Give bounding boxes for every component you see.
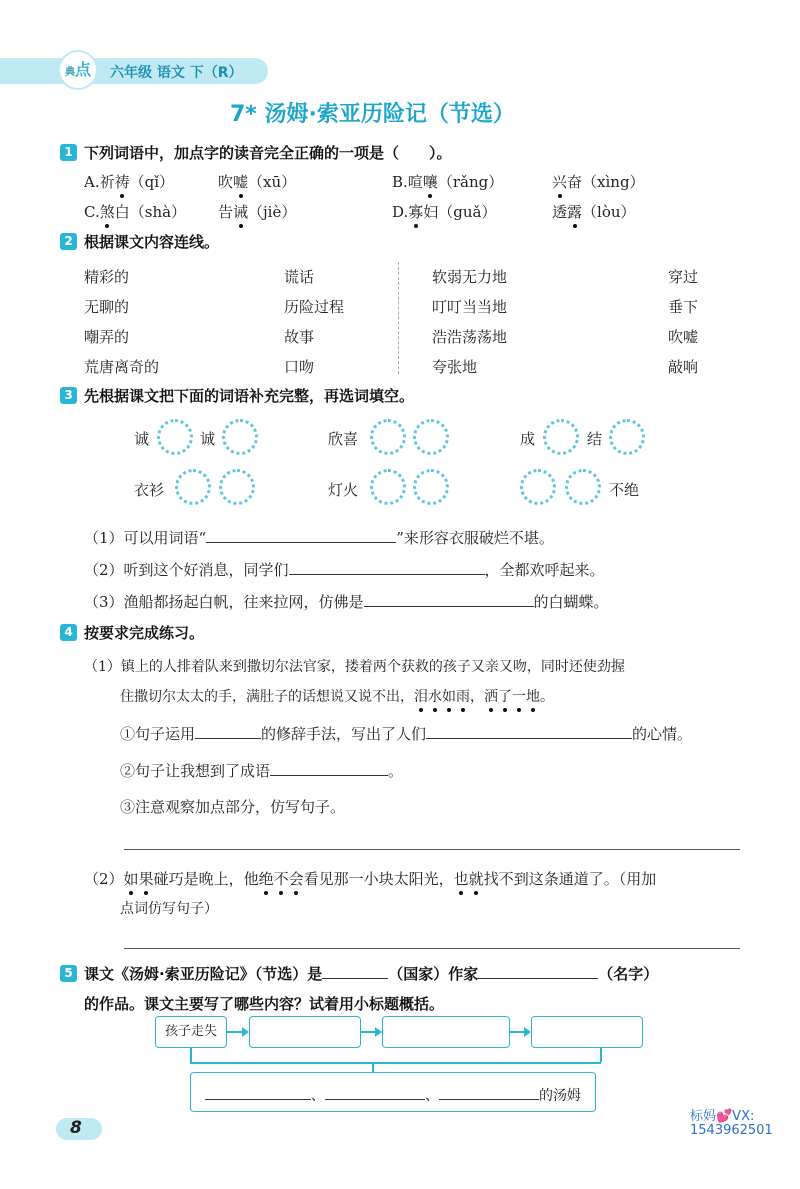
blank-line[interactable]	[206, 528, 396, 543]
list-item: 荒唐离奇的	[84, 358, 160, 376]
list-item: 历险过程	[284, 298, 345, 316]
q3-blank-circle[interactable]	[157, 419, 193, 455]
blank-line[interactable]	[325, 1085, 425, 1100]
blank-line[interactable]	[322, 964, 388, 979]
blank-line[interactable]	[439, 1085, 539, 1100]
bracket-line	[600, 1048, 602, 1062]
list-item: 敲响	[668, 358, 699, 376]
list-item: 吹嘘	[668, 328, 699, 346]
q4-part2-line1: （2）如果碰巧是晚上，他绝不会看见那一小块太阳光，也就找不到这条通道了。（用加	[84, 870, 657, 888]
q3-blank-circle[interactable]	[413, 469, 449, 505]
q1-option-b: B.喧嚷（rǎng）	[392, 173, 504, 191]
q3-blank-circle[interactable]	[565, 469, 601, 505]
flow-box-4[interactable]	[531, 1016, 643, 1048]
q2-right-col-b	[668, 262, 698, 382]
q1-option-d2: 透露（lòu）	[552, 203, 636, 221]
q3-blank-circle[interactable]	[520, 469, 556, 505]
q1-option-a2: 吹嘘（xū）	[218, 173, 297, 191]
q3-word-char: 诚	[134, 430, 150, 448]
blank-line[interactable]	[364, 592, 534, 607]
q3-word-char: 衣衫	[134, 481, 165, 499]
arrow-head-icon	[375, 1027, 382, 1037]
q3-blank-circle[interactable]	[543, 419, 579, 455]
q4-sub2: ②句子让我想到了成语 。	[120, 762, 404, 780]
q5-line1: 课文《汤姆·索亚历险记》（节选）是 （国家）作家 （名字）	[84, 965, 659, 983]
q1-option-d: D.寡妇（guǎ）	[392, 203, 497, 221]
q2-right-col-a	[432, 262, 507, 382]
list-item: 浩浩荡荡地	[432, 328, 508, 346]
list-item: 穿过	[668, 268, 699, 286]
list-item: 谎话	[284, 268, 315, 286]
logo-text: 点	[74, 60, 91, 79]
q1-option-c2: 告诫（jiè）	[218, 203, 297, 221]
q2-left-col-b	[284, 262, 344, 382]
q3-blank-circle[interactable]	[175, 469, 211, 505]
list-item: 垂下	[668, 298, 699, 316]
q4-prompt: 按要求完成练习。	[84, 624, 205, 642]
answer-line[interactable]	[124, 849, 740, 850]
bracket-line	[190, 1062, 601, 1064]
q3-word-char: 成	[520, 430, 536, 448]
q3-blank-circle[interactable]	[413, 419, 449, 455]
q5-line2: 的作品。课文主要写了哪些内容？试着用小标题概括。	[84, 995, 445, 1013]
q4-sub1: ①句子运用 的修辞手法，写出了人们 的心情。	[120, 725, 693, 743]
q3-sentence-2: （2）听到这个好消息，同学们 ，全都欢呼起来。	[84, 561, 605, 579]
q3-word-char: 不绝	[609, 481, 640, 499]
q3-word-char: 诚	[200, 430, 216, 448]
blank-line[interactable]	[195, 724, 261, 739]
q3-badge: 3	[60, 387, 77, 404]
q3-sentence-3: （3）渔船都扬起白帆，往来拉网，仿佛是 的白蝴蝶。	[84, 593, 609, 611]
flow-box-2[interactable]	[249, 1016, 361, 1048]
q3-word-char: 灯火	[328, 481, 359, 499]
q3-prompt: 先根据课文把下面的词语补充完整，再选词填空。	[84, 387, 415, 405]
q3-sentence-1: （1）可以用词语“ ”来形容衣服破烂不堪。	[84, 529, 554, 547]
q3-blank-circle[interactable]	[219, 469, 255, 505]
watermark: 标妈💕VX: 1543962501	[690, 1109, 773, 1138]
q4-badge: 4	[60, 624, 77, 641]
q3-blank-circle[interactable]	[370, 469, 406, 505]
list-item: 叮叮当当地	[432, 298, 508, 316]
bracket-line	[372, 1062, 374, 1072]
list-item: 故事	[284, 328, 315, 346]
q3-word-char: 结	[587, 430, 603, 448]
q1-prompt: 下列词语中，加点字的读音完全正确的一项是（ ）。	[84, 144, 452, 162]
grade-label: 六年级 语文 下（R）	[110, 65, 243, 81]
q2-divider	[398, 262, 399, 374]
blank-line[interactable]	[289, 560, 485, 575]
list-item: 嘲弄的	[84, 328, 130, 346]
list-item: 夸张地	[432, 358, 478, 376]
answer-line[interactable]	[124, 948, 740, 949]
q4-part2-line2: 点词仿写句子）	[120, 901, 218, 917]
q3-blank-circle[interactable]	[370, 419, 406, 455]
blank-line[interactable]	[478, 964, 598, 979]
q1-option-b2: 兴奋（xìng）	[552, 173, 645, 191]
q3-blank-circle[interactable]	[222, 419, 258, 455]
q4-passage-line2: 住撒切尔太太的手，满肚子的话想说又说不出，泪水如雨，洒了一地。	[120, 686, 554, 706]
blank-line[interactable]	[426, 724, 632, 739]
page-number: 8	[70, 1118, 82, 1138]
summary-box: 、 、 的汤姆	[190, 1072, 596, 1112]
header-logo	[58, 50, 98, 90]
blank-line[interactable]	[270, 761, 388, 776]
arrow-head-icon	[524, 1027, 531, 1037]
flow-box-3[interactable]	[382, 1016, 510, 1048]
q2-prompt: 根据课文内容连线。	[84, 233, 220, 251]
flow-box-1: 孩子走失	[155, 1016, 227, 1048]
bracket-line	[190, 1048, 192, 1062]
blank-line[interactable]	[205, 1085, 311, 1100]
logo-prefix: 典	[64, 67, 75, 78]
lesson-title: 7* 汤姆·索亚历险记（节选）	[230, 102, 515, 127]
q1-option-a: A.祈祷（qǐ）	[84, 173, 175, 191]
q5-badge: 5	[60, 965, 77, 982]
q4-sub3: ③注意观察加点部分，仿写句子。	[120, 798, 346, 816]
list-item: 精彩的	[84, 268, 130, 286]
list-item: 无聊的	[84, 298, 130, 316]
q4-passage-line1: （1）镇上的人排着队来到撒切尔法官家，搂着两个获救的孩子又亲又吻，同时还使劲握	[84, 659, 625, 675]
q1-badge: 1	[60, 144, 77, 161]
q2-left-col-a	[84, 262, 159, 382]
q2-badge: 2	[60, 233, 77, 250]
q1-option-c: C.煞白（shà）	[84, 203, 187, 221]
q3-word-char: 欣喜	[328, 430, 359, 448]
list-item: 软弱无力地	[432, 268, 508, 286]
arrow-head-icon	[242, 1027, 249, 1037]
q3-blank-circle[interactable]	[609, 419, 645, 455]
list-item: 口吻	[284, 358, 315, 376]
